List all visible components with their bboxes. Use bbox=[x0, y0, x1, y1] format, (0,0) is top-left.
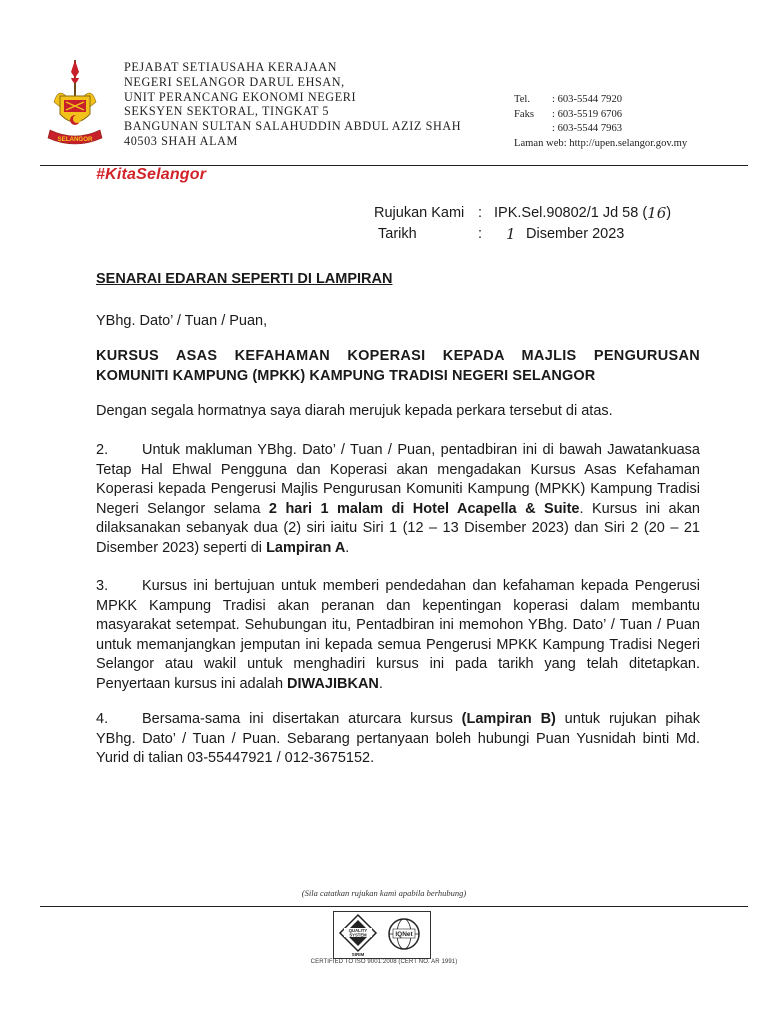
paragraph-text: . bbox=[378, 675, 383, 692]
fax-value: : 603-5519 6706 bbox=[552, 108, 623, 120]
paragraph-text: . bbox=[345, 539, 350, 556]
org-line: NEGERI SELANGOR DARUL EHSAN, bbox=[124, 74, 345, 89]
organization-address bbox=[124, 60, 461, 149]
intro-paragraph: Dengan segala hormatnya saya diarah merujuk kepada perkara tersebut di atas. bbox=[96, 403, 613, 419]
paragraph-bold: Lampiran A bbox=[266, 539, 346, 556]
org-line: SEKSYEN SEKTORAL, TINGKAT 5 bbox=[124, 104, 330, 119]
selangor-crest-logo bbox=[44, 58, 106, 150]
paragraph-bold: 2 hari 1 malam di Hotel Acapella & Suite bbox=[268, 500, 580, 517]
reference-handwritten-number: 16 bbox=[647, 204, 667, 222]
tel-label: Tel. bbox=[514, 94, 531, 105]
date-label: Tarikh bbox=[378, 226, 417, 242]
org-line: UNIT PERANCANG EKONOMI NEGERI bbox=[124, 89, 357, 104]
paragraph-number: 4. bbox=[96, 711, 109, 727]
org-line: 40503 SHAH ALAM bbox=[124, 133, 238, 148]
cert-sirim-text: SIRIM bbox=[351, 952, 365, 957]
paragraph-bold: DIWAJIBKAN bbox=[287, 675, 379, 692]
reference-colon: : bbox=[478, 205, 483, 221]
subject-line-1: KURSUS ASAS KEFAHAMAN KOPERASI KEPADA MAJLIS PENGURUSAN bbox=[96, 348, 700, 364]
contact-details bbox=[514, 93, 687, 151]
letter-subject bbox=[96, 347, 700, 386]
cert-system-text: SYSTEM bbox=[349, 932, 367, 938]
reference-number: IPK.Sel.90802/1 Jd 58 ( bbox=[494, 205, 648, 221]
paragraph-text: . Kursus ini akan dilaksanakan sebanyak dua (2) siri iaitu Siri 1 (12 – 13 Disember 2023) dan Siri 2 (20 – 21 Disember 2023) seperti di bbox=[96, 500, 700, 556]
footer-divider bbox=[40, 906, 748, 907]
paragraph-4 bbox=[96, 710, 700, 769]
reference-label: Rujukan Kami bbox=[374, 205, 465, 221]
org-line: PEJABAT SETIAUSAHA KERAJAAN bbox=[124, 60, 338, 74]
date-value: Disember 2023 bbox=[526, 226, 625, 242]
crest-ribbon-text: SELANGOR bbox=[57, 136, 93, 143]
paragraph-3 bbox=[96, 577, 700, 694]
kitaselangor-hashtag-logo: #KitaSelangor bbox=[96, 166, 207, 183]
date-handwritten-day: 1 bbox=[506, 225, 516, 243]
paragraph-2 bbox=[96, 441, 700, 558]
paragraph-number: 2. bbox=[96, 442, 109, 458]
website-link[interactable]: Laman web: http://upen.selangor.gov.my bbox=[514, 137, 688, 149]
paragraph-number: 3. bbox=[96, 578, 109, 594]
certification-logos bbox=[333, 911, 431, 959]
paragraph-text: untuk rujukan pihak YBhg. Dato’ / Tuan / Puan. Sebarang pertanyaan boleh hubungi Puan Yusnidah binti Md. Yurid di talian 03-55447921 / 012-3675152. bbox=[96, 711, 700, 766]
tel-value: : 603-5544 7920 bbox=[552, 94, 623, 105]
paragraph-text: Bersama-sama ini disertakan aturcara kursus bbox=[142, 711, 462, 727]
recipient-heading: SENARAI EDARAN SEPERTI DI LAMPIRAN bbox=[96, 271, 393, 287]
salutation: YBhg. Dato’ / Tuan / Puan, bbox=[96, 313, 268, 329]
cert-quality-text: QUALITY bbox=[348, 928, 368, 933]
iso-certification-caption: CERTIFIED TO ISO 9001:2008 (CERT NO. AR 1991) bbox=[310, 959, 458, 965]
reference-block bbox=[374, 203, 671, 245]
fax-spacer bbox=[514, 122, 552, 137]
cert-logos-graphic bbox=[334, 912, 430, 958]
date-colon: : bbox=[478, 226, 483, 242]
org-line: BANGUNAN SULTAN SALAHUDDIN ABDUL AZIZ SHAH bbox=[124, 119, 462, 134]
reference-close: ) bbox=[666, 205, 672, 221]
subject-line-2: KOMUNITI KAMPUNG (MPKK) KAMPUNG TRADISI NEGERI SELANGOR bbox=[96, 367, 596, 384]
paragraph-text: Untuk makluman YBhg. Dato’ / Tuan / Puan, pentadbiran ini di bawah Jawatankuasa Tetap Hal Ehwal Pengguna dan Koperasi akan mengadakan Kursus Asas Kefahaman Koperasi kepada Pengerusi Majlis Pengurusan Komuniti Kampung (MPKK) Kampung Tradisi Negeri Selangor selama bbox=[96, 442, 700, 517]
fax-label: Faks bbox=[514, 108, 535, 120]
cert-iqnet-text: IQNet bbox=[395, 931, 413, 938]
paragraph-bold: (Lampiran B) bbox=[461, 711, 556, 727]
reference-footnote: (Sila catatkan rujukan kami apabila berhubung) bbox=[301, 888, 467, 898]
paragraph-text: Kursus ini bertujuan untuk memberi pendedahan dan kefahaman kepada Pengerusi MPKK Kampung Tradisi akan peranan dan kepentingan koperasi dalam membantu masyarakat setempat. Sehubungan itu, Pentadbiran ini memohon YBhg. Dato’ / Tuan / Puan untuk memanjangkan jemputan ini kepada semua Pengerusi MPKK Kampung Tradisi Negeri Selangor atau wakil untuk menghadiri kursus ini pada tarikh yang telah ditetapkan. Penyertaan kursus ini adalah bbox=[96, 578, 700, 692]
fax-value-2: : 603-5544 7963 bbox=[552, 123, 623, 134]
